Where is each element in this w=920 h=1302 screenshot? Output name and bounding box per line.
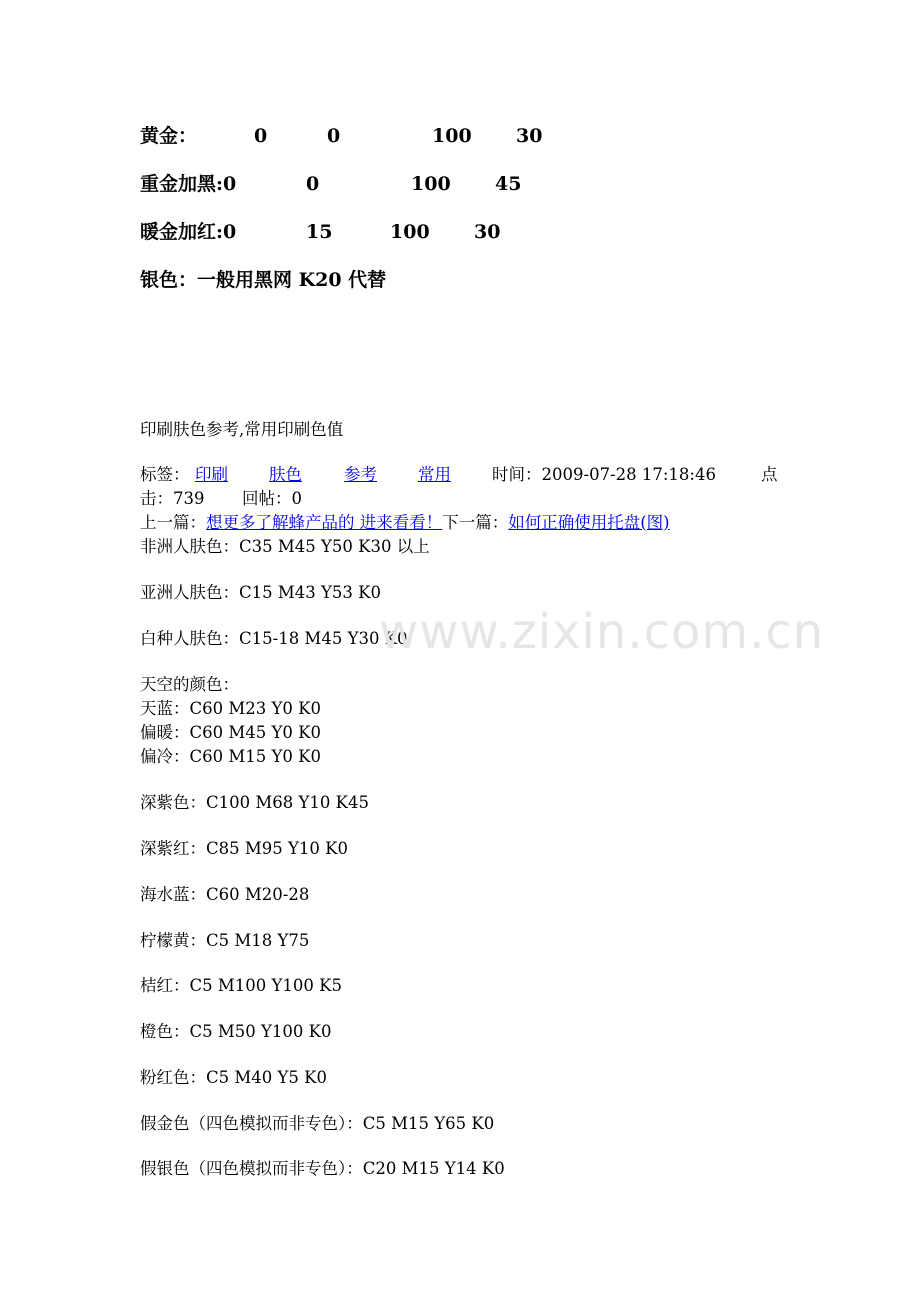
tag-link-common[interactable]: 常用 [418, 465, 451, 484]
article-title: 印刷肤色参考,常用印刷色值 [140, 420, 344, 439]
asia-skin: 亚洲人肤色：C15 M43 Y53 K0 [140, 583, 381, 602]
watermark: www.zixin.com.cn [379, 604, 825, 660]
orange-red: 桔红：C5 M100 Y100 K5 [140, 976, 342, 995]
value-c: 0 [254, 125, 268, 147]
value-m: 0 [327, 125, 341, 147]
sky-warm: 偏暖：C60 M45 Y0 K0 [140, 723, 321, 742]
sky-cool: 偏冷：C60 M15 Y0 K0 [140, 747, 321, 766]
value-k: 30 [474, 221, 501, 243]
row-label: 暖金加红:0 [140, 221, 237, 243]
fake-silver: 假银色（四色模拟而非专色）：C20 M15 Y14 K0 [140, 1159, 505, 1178]
value-y: 100 [411, 173, 451, 195]
pink: 粉红色：C5 M40 Y5 K0 [140, 1068, 327, 1087]
lemon-yellow: 柠檬黄：C5 M18 Y75 [140, 931, 310, 950]
clicks-label-start: 点 [761, 465, 778, 484]
sky-blue: 天蓝：C60 M23 Y0 K0 [140, 699, 321, 718]
tag-link-print[interactable]: 印刷 [195, 465, 228, 484]
tags-label: 标签： [140, 465, 190, 484]
row-label: 黄金： [140, 125, 198, 147]
orange: 橙色：C5 M50 Y100 K0 [140, 1022, 332, 1041]
value-k: 30 [516, 125, 543, 147]
value-k: 45 [495, 173, 522, 195]
next-article-link[interactable]: 如何正确使用托盘(图) [508, 513, 670, 532]
meta-line [140, 463, 780, 487]
post-time: 时间：2009-07-28 17:18:46 [492, 465, 716, 484]
tag-link-skin[interactable]: 肤色 [269, 465, 302, 484]
deep-purple: 深紫色：C100 M68 Y10 K45 [140, 793, 369, 812]
sky-title: 天空的颜色： [140, 675, 239, 694]
white-skin: 白种人肤色：C15-18 M45 Y30 K0 [140, 629, 408, 648]
row-label: 重金加黑:0 [140, 173, 237, 195]
prev-label: 上一篇： [140, 513, 206, 532]
next-label: 下一篇： [442, 513, 509, 532]
silver-text: 银色：一般用黑网 K20 代替 [140, 269, 387, 291]
value-m: 0 [306, 173, 320, 195]
fake-gold: 假金色（四色模拟而非专色）：C5 M15 Y65 K0 [140, 1114, 495, 1133]
click-count: 击：739 [140, 489, 205, 508]
value-y: 100 [390, 221, 430, 243]
deep-purple-red: 深紫红：C85 M95 Y10 K0 [140, 839, 348, 858]
value-m: 15 [306, 221, 333, 243]
africa-skin: 非洲人肤色：C35 M45 Y50 K30 以上 [140, 537, 430, 556]
article-nav [140, 511, 670, 535]
prev-article-link[interactable]: 想更多了解蜂产品的 进来看看！ [206, 513, 443, 532]
tag-link-reference[interactable]: 参考 [344, 465, 377, 484]
reply-count: 回帖：0 [242, 489, 302, 508]
stats-line [140, 487, 540, 511]
value-y: 100 [432, 125, 472, 147]
sea-blue: 海水蓝：C60 M20-28 [140, 885, 310, 904]
